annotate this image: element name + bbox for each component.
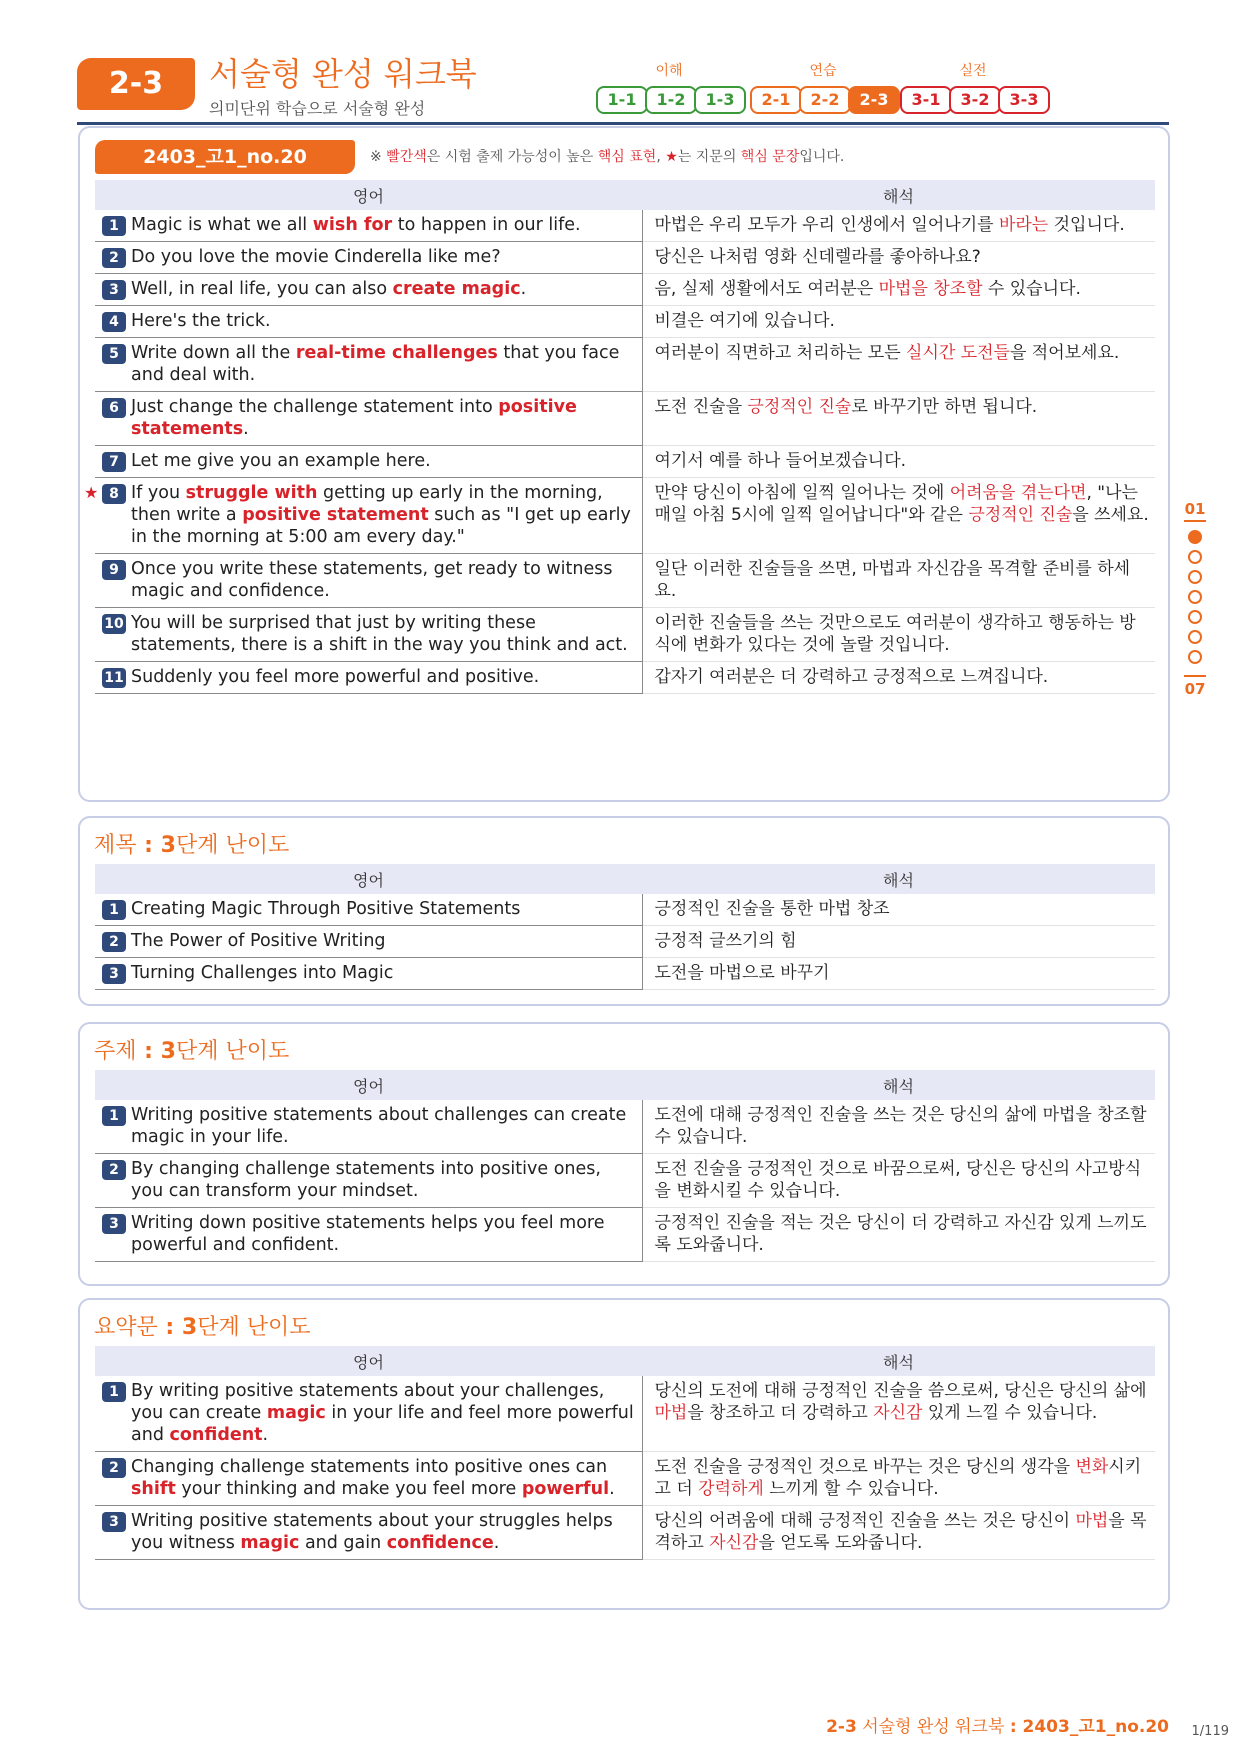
text-span: Do you love the movie Cinderella like me?	[131, 247, 501, 267]
legend-note-part: ★	[665, 149, 678, 165]
page-progress-dot	[1188, 550, 1202, 564]
text-span: 있게 느낄 수 있습니다.	[922, 1403, 1098, 1423]
table-row	[95, 274, 1155, 306]
text-span: 느끼게 할 수 있습니다.	[763, 1479, 939, 1499]
text-span: 을 적어보세요.	[1009, 343, 1120, 363]
text-span: your thinking and make you feel more	[175, 1479, 522, 1499]
english-cell	[95, 958, 642, 990]
key-expression: powerful	[521, 1479, 610, 1499]
section-table	[95, 1346, 1155, 1560]
text-span: 만약 당신이 아침에 일찍 일어나는 것에	[654, 483, 950, 503]
table-row	[95, 554, 1155, 608]
korean-cell	[642, 274, 1155, 306]
column-header-english: 영어	[95, 1346, 642, 1376]
text-span: Writing down positive statements helps you feel more powerful and confident.	[131, 1213, 605, 1255]
korean-cell	[642, 958, 1155, 990]
page-progress-nav	[1180, 500, 1210, 700]
passage-card	[78, 126, 1170, 802]
text-span: Magic is what we all	[131, 215, 313, 235]
header-divider	[77, 122, 1169, 125]
korean-cell	[642, 210, 1155, 242]
level-button-1-1[interactable]: 1-1	[596, 86, 648, 114]
text-span: and gain	[299, 1533, 387, 1553]
table-row	[95, 242, 1155, 274]
text-span: 시키고 더	[654, 1457, 1142, 1499]
korean-cell	[642, 894, 1155, 926]
english-cell	[95, 338, 642, 392]
korean-cell	[642, 1506, 1155, 1560]
text-span: 도전 진술을 긍정적인 것으로 바꾸는 것은 당신의 생각을	[654, 1457, 1076, 1477]
text-span: that you face and deal with.	[131, 343, 620, 385]
text-span: 긍정적인 진술을 적는 것은 당신이 더 강력하고 자신감 있게 느끼도록 도와줍니다.	[654, 1213, 1147, 1255]
korean-cell	[642, 1452, 1155, 1506]
passage-table	[84, 180, 1155, 694]
text-span: .	[262, 1425, 269, 1445]
korean-cell	[642, 242, 1155, 274]
korean-cell	[642, 608, 1155, 662]
sentence-number: 1	[102, 900, 126, 920]
english-cell	[95, 446, 642, 478]
key-expression: 강력하게	[698, 1479, 764, 1499]
text-span: 것입니다.	[1048, 215, 1125, 235]
key-expression: magic	[240, 1533, 300, 1553]
level-button-3-3[interactable]: 3-3	[998, 86, 1050, 114]
english-cell	[95, 1452, 642, 1506]
text-span: Well, in real life, you can also	[131, 279, 393, 299]
footer-code: : 2403_고1_no.20	[1009, 1717, 1169, 1737]
level-button-1-3[interactable]: 1-3	[694, 86, 746, 114]
text-span: 로 바꾸기만 하면 됩니다.	[851, 397, 1038, 417]
sentence-number: 3	[102, 964, 126, 984]
key-expression: 바라는	[998, 215, 1049, 235]
level-button-1-2[interactable]: 1-2	[645, 86, 697, 114]
text-span: 을 쓰세요.	[1072, 505, 1149, 525]
section-title-suffix: 단계 난이도	[175, 833, 290, 858]
level-button-3-2[interactable]: 3-2	[949, 86, 1001, 114]
text-span: By writing positive statements about your challenges, you can create	[131, 1381, 605, 1423]
text-span: Suddenly you feel more powerful and positive.	[131, 667, 540, 687]
table-row	[95, 392, 1155, 446]
level-group-label: 이해	[655, 63, 683, 79]
footer-label	[826, 1712, 1169, 1737]
table-row	[95, 1452, 1155, 1506]
text-span: .	[243, 419, 249, 439]
table-row	[95, 1100, 1155, 1154]
english-cell	[95, 662, 642, 694]
key-expression: struggle with	[185, 483, 318, 503]
sentence-number: 1	[102, 216, 126, 236]
section-title	[94, 1310, 310, 1341]
key-expression: 마법을 창조할	[878, 279, 983, 299]
column-header-korean: 해석	[642, 1346, 1155, 1376]
page-subtitle: 의미단위 학습으로 서술형 완성	[209, 99, 426, 118]
legend-note-part: ※	[370, 149, 387, 165]
legend-note-part: 핵심 표현	[597, 149, 657, 165]
page-progress-dot	[1188, 570, 1202, 584]
table-row	[95, 958, 1155, 990]
sentence-number: 2	[102, 1458, 126, 1478]
table-row	[95, 1376, 1155, 1452]
section-table	[95, 864, 1155, 990]
table-row	[95, 1154, 1155, 1208]
korean-cell	[642, 338, 1155, 392]
key-expression: 긍정적인 진술	[968, 505, 1073, 525]
key-sentence-star-icon: ★	[84, 483, 99, 502]
legend-note-part: ,	[656, 149, 666, 165]
table-row	[95, 446, 1155, 478]
table-row	[95, 608, 1155, 662]
sentence-number: 3	[102, 280, 126, 300]
text-span: 도전에 대해 긍정적인 진술을 쓰는 것은 당신의 삶에 마법을 창조할 수 있습니다.	[654, 1105, 1147, 1147]
sentence-number: 1	[102, 1106, 126, 1126]
key-expression: create magic	[392, 279, 521, 299]
key-expression: wish for	[312, 215, 393, 235]
table-row	[95, 210, 1155, 242]
key-expression: 어려움을 겪는다면	[949, 483, 1087, 503]
table-row	[95, 894, 1155, 926]
key-expression: 변화	[1075, 1457, 1109, 1477]
progress-divider	[1184, 675, 1206, 677]
text-span: 수 있습니다.	[982, 279, 1081, 299]
korean-cell	[642, 662, 1155, 694]
progress-start-label: 01	[1184, 500, 1206, 518]
text-span: Changing challenge statements into positive ones can	[131, 1457, 608, 1477]
section-table	[95, 1070, 1155, 1262]
page-title: 서술형 완성 워크북	[209, 55, 477, 93]
korean-cell	[642, 392, 1155, 446]
text-span: Writing positive statements about your struggles helps you witness	[131, 1511, 613, 1553]
table-row	[95, 338, 1155, 392]
english-cell	[95, 608, 642, 662]
english-cell	[95, 392, 642, 446]
section-title-suffix: 단계 난이도	[197, 1315, 311, 1340]
section-title	[94, 1034, 289, 1065]
english-cell	[95, 1154, 642, 1208]
text-span: 도전을 마법으로 바꾸기	[654, 963, 830, 983]
text-span: 을 얻도록 도와줍니다.	[758, 1533, 923, 1553]
english-cell	[95, 554, 642, 608]
text-span: 을 창조하고 더 강력하고	[687, 1403, 874, 1423]
english-cell	[95, 1208, 642, 1262]
text-span: Just change the challenge statement into	[131, 397, 499, 417]
key-expression: magic	[266, 1403, 326, 1423]
level-button-2-2[interactable]: 2-2	[799, 86, 851, 114]
korean-cell	[642, 1100, 1155, 1154]
key-expression: 마법	[654, 1403, 688, 1423]
korean-cell	[642, 1208, 1155, 1262]
key-expression: 실시간 도전들	[906, 343, 1010, 363]
text-span: Creating Magic Through Positive Statements	[131, 899, 521, 919]
legend-note-part: 빨간색	[386, 149, 427, 165]
korean-cell	[642, 926, 1155, 958]
korean-cell	[642, 1376, 1155, 1452]
sentence-number: 6	[102, 398, 126, 418]
page-progress-dot	[1188, 650, 1202, 664]
text-span: By changing challenge statements into positive ones, you can transform your mindset.	[131, 1159, 601, 1201]
section-title-level: : 3	[136, 833, 176, 858]
column-header-korean: 해석	[642, 1070, 1155, 1100]
english-cell	[95, 894, 642, 926]
text-span: 당신의 어려움에 대해 긍정적인 진술을 쓰는 것은 당신이	[654, 1511, 1076, 1531]
english-cell	[84, 478, 642, 554]
page-progress-dot	[1188, 590, 1202, 604]
text-span: , "나는 매일 아침 5시에 일찍 일어납니다"와 같은	[654, 483, 1138, 525]
korean-cell	[642, 478, 1155, 554]
table-row	[95, 1208, 1155, 1262]
text-span: 을 목격하고	[654, 1511, 1147, 1553]
page-header	[77, 54, 1169, 126]
sentence-number: 1	[102, 1382, 126, 1402]
progress-end-label: 07	[1184, 680, 1206, 698]
text-span: 여러분이 직면하고 처리하는 모든	[654, 343, 907, 363]
english-cell	[95, 242, 642, 274]
legend-note-part: 은 시험 출제 가능성이 높은	[426, 149, 598, 165]
level-button-2-3[interactable]: 2-3	[848, 86, 900, 114]
text-span: getting up early in the morning, then write a	[131, 483, 603, 525]
page-progress-dot	[1188, 610, 1202, 624]
legend-note-part: 는 지문의	[677, 149, 741, 165]
key-expression: confidence	[386, 1533, 494, 1553]
text-span: If you	[131, 483, 186, 503]
text-span: Here's the trick.	[131, 311, 271, 331]
key-expression: 긍정적인 진술	[747, 397, 852, 417]
text-span: 갑자기 여러분은 더 강력하고 긍정적으로 느껴집니다.	[654, 667, 1049, 687]
column-header-korean: 해석	[642, 180, 1155, 210]
column-header-korean: 해석	[642, 864, 1155, 894]
english-cell	[95, 274, 642, 306]
sentence-number: 7	[102, 452, 126, 472]
text-span: 음, 실제 생활에서도 여러분은	[654, 279, 879, 299]
text-span: Write down all the	[131, 343, 296, 363]
text-span: .	[609, 1479, 615, 1499]
key-expression: positive statements	[131, 397, 577, 439]
sentence-number: 10	[102, 614, 126, 634]
summary-card	[78, 1298, 1170, 1610]
page-progress-dot	[1188, 530, 1202, 544]
level-button-3-1[interactable]: 3-1	[900, 86, 952, 114]
text-span: .	[493, 1533, 500, 1553]
footer-unit: 2-3	[826, 1717, 857, 1737]
page-number: 1/119	[1191, 1724, 1229, 1739]
section-title-label: 주제	[94, 1039, 137, 1064]
level-button-2-1[interactable]: 2-1	[750, 86, 802, 114]
korean-cell	[642, 446, 1155, 478]
english-cell	[95, 926, 642, 958]
sentence-number: 5	[102, 344, 126, 364]
text-span: You will be surprised that just by writing these statements, there is a shift in the way you think and act.	[131, 613, 628, 655]
text-span: in your life and feel more powerful and	[131, 1403, 634, 1445]
text-span: 도전 진술을	[654, 397, 748, 417]
text-span: The Power of Positive Writing	[131, 931, 386, 951]
progress-divider	[1184, 520, 1206, 522]
text-span: 여기서 예를 하나 들어보겠습니다.	[654, 451, 907, 471]
key-expression: real-time challenges	[295, 343, 498, 363]
text-span: 긍정적인 진술을 통한 마법 창조	[654, 899, 890, 919]
section-title-suffix: 단계 난이도	[175, 1039, 290, 1064]
sentence-number: 11	[102, 668, 126, 688]
sentence-number: 3	[102, 1214, 126, 1234]
text-span: Turning Challenges into Magic	[131, 963, 394, 983]
source-badge: 2403_고1_no.20	[95, 140, 355, 174]
table-row	[95, 1506, 1155, 1560]
sentence-number: 2	[102, 1160, 126, 1180]
korean-cell	[642, 554, 1155, 608]
topic-card	[78, 1022, 1170, 1286]
legend-note-part: 입니다.	[799, 149, 845, 165]
legend-note-part: 핵심 문장	[740, 149, 800, 165]
column-header-english: 영어	[95, 1070, 642, 1100]
table-row	[95, 306, 1155, 338]
text-span: Let me give you an example here.	[131, 451, 431, 471]
text-span: .	[520, 279, 527, 299]
sentence-number: 3	[102, 1512, 126, 1532]
text-span: 긍정적 글쓰기의 힘	[654, 931, 797, 951]
level-group-label: 연습	[809, 63, 837, 79]
sentence-number: 2	[102, 248, 126, 268]
english-cell	[95, 1100, 642, 1154]
text-span: 도전 진술을 긍정적인 것으로 바꿈으로써, 당신은 당신의 사고방식을 변화시킬 수 있습니다.	[654, 1159, 1142, 1201]
text-span: 마법은 우리 모두가 우리 인생에서 일어나기를	[654, 215, 999, 235]
text-span: 당신의 도전에 대해 긍정적인 진술을 씀으로써, 당신은 당신의 삶에	[654, 1381, 1147, 1401]
key-expression: confident	[169, 1425, 263, 1445]
table-row	[95, 662, 1155, 694]
level-group-label: 실전	[959, 63, 987, 79]
sentence-number: 9	[102, 560, 126, 580]
column-header-english: 영어	[95, 864, 642, 894]
legend-note	[370, 146, 844, 166]
key-expression: 자신감	[873, 1403, 923, 1423]
column-header-english: 영어	[95, 180, 642, 210]
key-expression: 마법	[1075, 1511, 1109, 1531]
english-cell	[95, 210, 642, 242]
key-expression: 자신감	[709, 1533, 759, 1553]
text-span: to happen in our life.	[392, 215, 581, 235]
section-title-label: 제목	[94, 833, 137, 858]
text-span: Once you write these statements, get ready to witness magic and confidence.	[131, 559, 613, 601]
table-row	[95, 926, 1155, 958]
korean-cell	[642, 306, 1155, 338]
sentence-number: 8	[102, 484, 126, 504]
table-row	[95, 478, 1155, 554]
english-cell	[95, 1376, 642, 1452]
sentence-number: 2	[102, 932, 126, 952]
section-title-label: 요약문	[94, 1315, 158, 1340]
footer-book: 서술형 완성 워크북	[856, 1717, 1010, 1737]
unit-badge: 2-3	[77, 58, 195, 110]
sentence-number: 4	[102, 312, 126, 332]
key-expression: positive statement	[242, 505, 429, 525]
page-progress-dot	[1188, 630, 1202, 644]
english-cell	[95, 306, 642, 338]
english-cell	[95, 1506, 642, 1560]
text-span: 이러한 진술들을 쓰는 것만으로도 여러분이 생각하고 행동하는 방식에 변화가 있다는 것에 놀랄 것입니다.	[654, 613, 1136, 655]
title-card	[78, 816, 1170, 1006]
section-title-level: : 3	[136, 1039, 176, 1064]
korean-cell	[642, 1154, 1155, 1208]
text-span: 당신은 나처럼 영화 신데렐라를 좋아하나요?	[654, 247, 981, 267]
section-title-level: : 3	[157, 1315, 198, 1340]
text-span: Writing positive statements about challenges can create magic in your life.	[131, 1105, 627, 1147]
text-span: 비결은 여기에 있습니다.	[654, 311, 835, 331]
section-title	[94, 828, 289, 859]
key-expression: shift	[131, 1479, 176, 1499]
text-span: such as "I get up early in the morning at 5:00 am every day."	[131, 505, 631, 547]
text-span: 일단 이러한 진술들을 쓰면, 마법과 자신감을 목격할 준비를 하세요.	[654, 559, 1131, 601]
